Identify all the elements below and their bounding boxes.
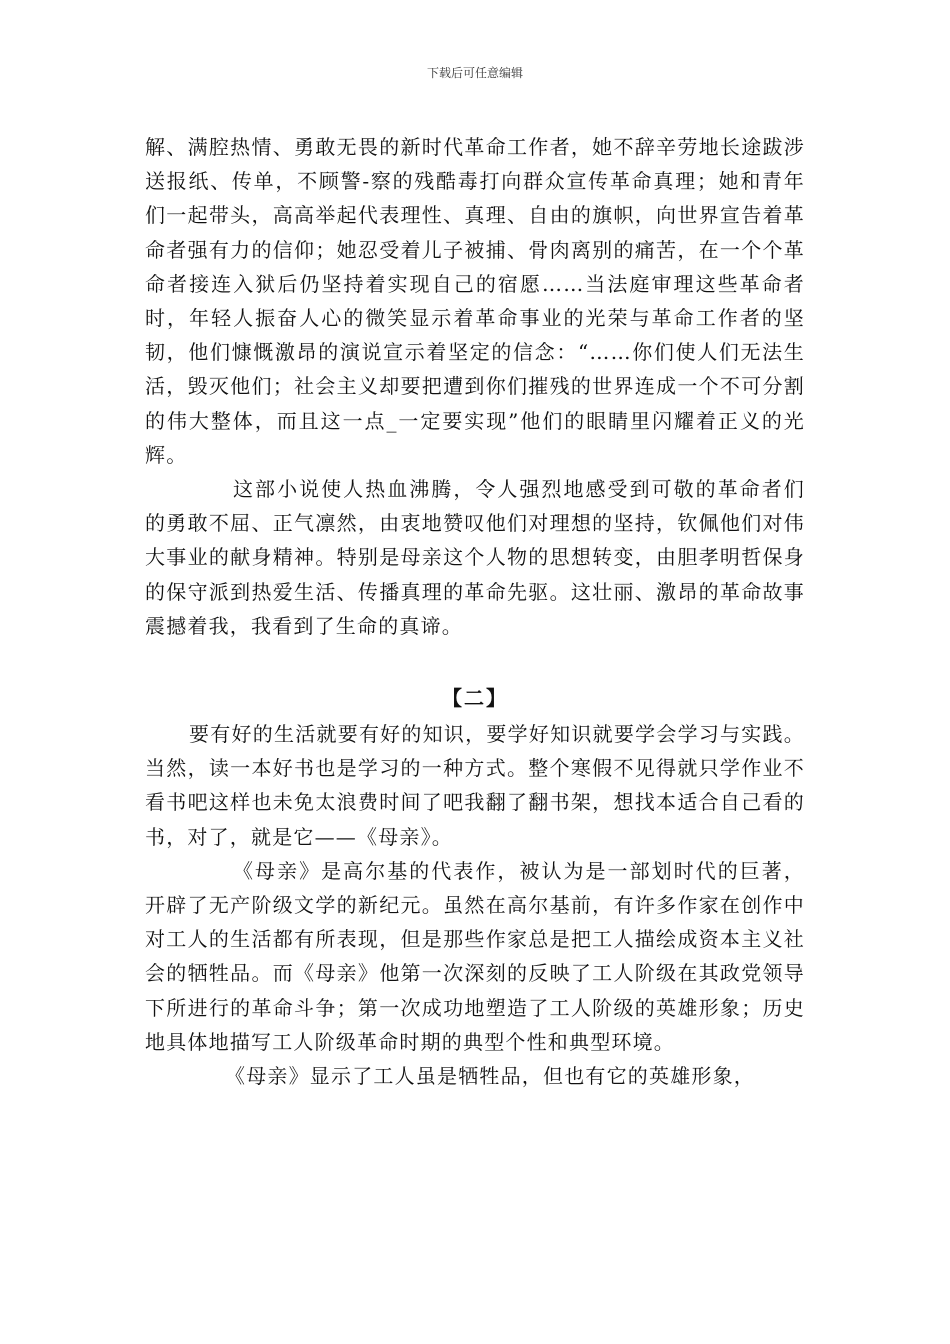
- paragraph-3: 要有好的生活就要有好的知识，要学好知识就要学会学习与实践。当然，读一本好书也是学习的一种方式。整个寒假不见得就只学作业不看书吧这样也未免太浪费时间了吧我翻了翻书架，想找本适合自己看的书，对了，就是它——《母亲》。: [145, 722, 805, 849]
- page-header-note: 下载后可任意编辑: [426, 66, 523, 80]
- paragraph-2: 这部小说使人热血沸腾，令人强烈地感受到可敬的革命者们的勇敢不屈、正气凛然，由衷地赞叹他们对理想的坚持，钦佩他们对伟大事业的献身精神。特别是母亲这个人物的思想转变，由胆孝明哲保身的保守派到热爱生活、传播真理的革命先驱。这壮丽、激昂的革命故事震撼着我，我看到了生命的真谛。: [145, 477, 805, 638]
- paragraph-5: 《母亲》显示了工人虽是牺牲品，但也有它的英雄形象，: [225, 1064, 755, 1089]
- paragraph-1: 解、满腔热情、勇敢无畏的新时代革命工作者，她不辞辛劳地长途跋涉送报纸、传单，不顾警-察的残酷毒打向群众宣传革命真理；她和青年们一起带头，高高举起代表理性、真理、自由的旗帜，向世界宣告着革命者强有力的信仰；她忍受着儿子被捕、骨肉离别的痛苦，在一个个革命者接连入狱后仍坚持着实现自己的宿愿……当法庭审理这些革命者时，年轻人振奋人心的微笑显示着革命事业的光荣与革命工作者的坚韧，他们慷慨激昂的演说宣示着坚定的信念：“……你们使人们无法生活，毁灭他们；社会主义却要把遭到你们摧残的世界连成一个不可分割的伟大整体，而且这一点_一定要实现”他们的眼睛里闪耀着正义的光辉。: [145, 135, 805, 467]
- document-body: [145, 130, 805, 1093]
- paragraph-4: 《母亲》是高尔基的代表作，被认为是一部划时代的巨著，开辟了无产阶级文学的新纪元。虽然在高尔基前，有许多作家在创作中对工人的生活都有所表现，但是那些作家总是把工人描绘成资本主义社会的牺牲品。而《母亲》他第一次深刻的反映了工人阶级在其政党领导下所进行的革命斗争；第一次成功地塑造了工人阶级的英雄形象；历史地具体地描写工人阶级革命时期的典型个性和典型环境。: [145, 858, 805, 1054]
- section-title: 【二】: [442, 686, 508, 711]
